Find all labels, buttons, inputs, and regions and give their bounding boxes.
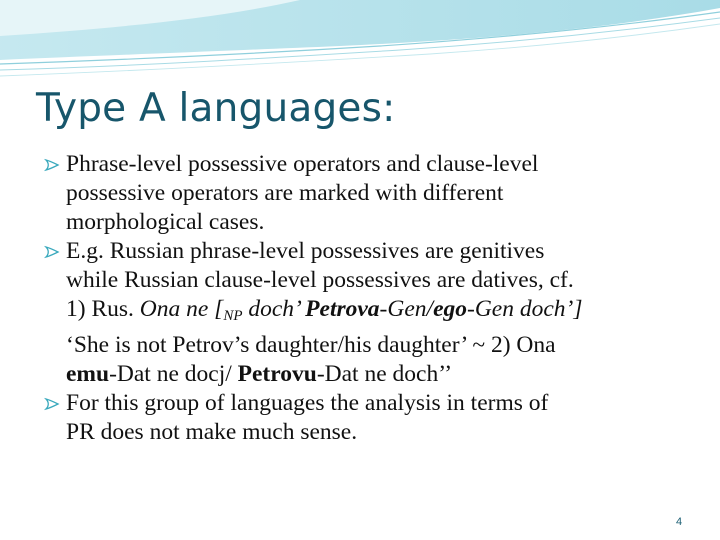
example-bold-word: ego [433,296,467,322]
example-bold-word: Petrovu [237,361,317,387]
example-text: Ona ne [ [139,296,224,322]
bullet-line: PR does not make much sense. [66,419,358,445]
example-text: -Dat ne docj/ [109,361,238,387]
example-text: doch’ [242,296,306,322]
bullet-arrow-icon [44,243,62,261]
bullet-line: while Russian clause-level possessives are datives, cf. [66,267,574,293]
bullet-arrow-icon [44,156,62,174]
bullet-line: For this group of languages the analysis in terms of [66,390,549,416]
example-prefix: 1) Rus. [66,296,140,322]
bullet-line: E.g. Russian phrase-level possessives are genitives [66,238,545,264]
bullet-line: morphological cases. [66,209,265,235]
bullet-arrow-icon [44,395,62,413]
bullet-item [44,150,694,237]
bullet-line: Phrase-level possessive operators and clause-level [66,151,539,177]
example-gloss-line: ‘She is not Petrov’s daughter/his daughter’ ~ 2) Ona [66,332,556,358]
example-1-line [66,295,694,331]
example-text: -Dat ne doch’’ [316,361,453,387]
example-text: -Gen doch’] [467,296,583,322]
bullet-line: possessive operators are marked with different [66,180,504,206]
np-subscript: NP [223,308,243,324]
example-bold-word: Petrova [305,296,380,322]
example-2-line [66,360,694,389]
page-number: 4 [676,516,683,528]
slide-title: Type A languages: [36,86,396,131]
example-text: -Gen/ [379,296,434,322]
example-bold-word: emu [66,361,110,387]
bullet-item [44,237,694,389]
slide-body [44,150,694,447]
bullet-item [44,389,694,447]
header-wave-decoration [0,0,720,90]
